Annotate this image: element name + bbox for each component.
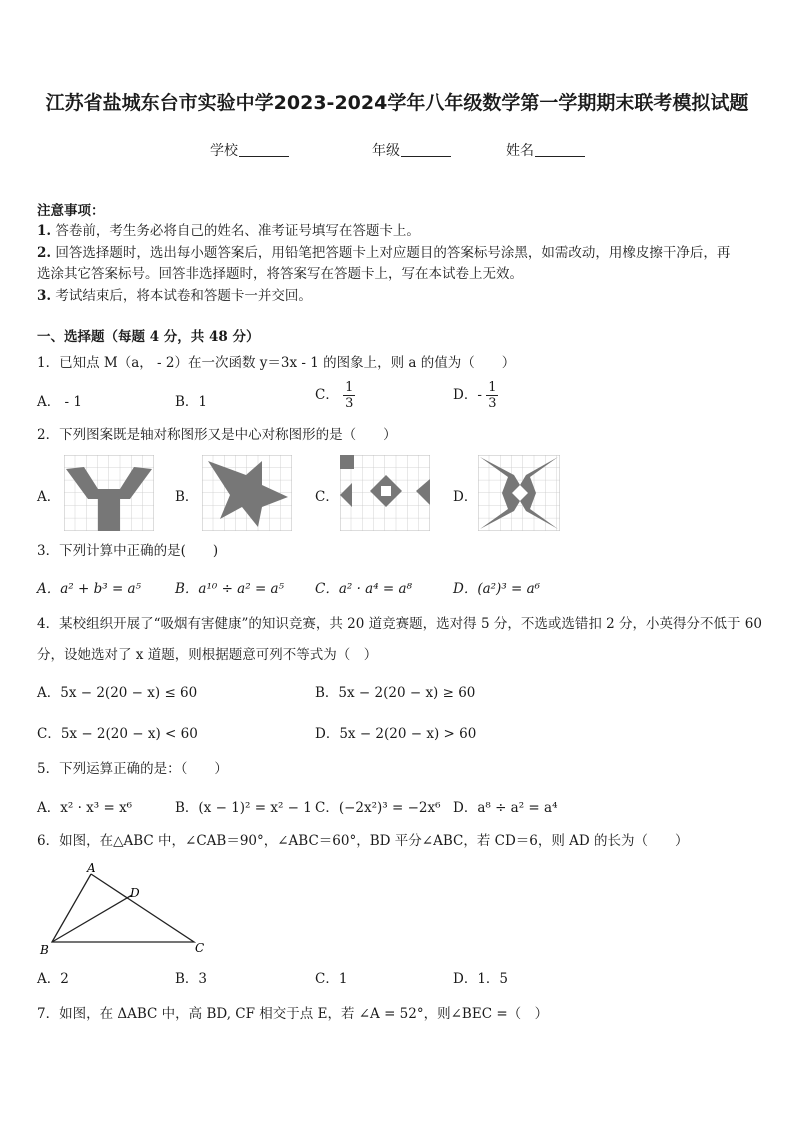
notice-text: 回答选择题时，选出每小题答案后，用铅笔把答题卡上对应题目的答案标号涂黑，如需改动，用橡皮擦干净后，再: [55, 245, 731, 261]
pattern-b-figure: [202, 455, 292, 531]
q1-option-c: [315, 380, 355, 411]
q2-option-d: D．: [453, 489, 478, 505]
pattern-d-figure: [478, 455, 560, 531]
q4-option-b: B．5x − 2(20 − x) ≥ 60: [315, 685, 476, 701]
pattern-a-figure: [64, 455, 154, 531]
q2-option-c: C．: [315, 489, 339, 505]
grade-field: [372, 140, 451, 160]
q4-option-d: D．5x − 2(20 − x) > 60: [315, 726, 477, 742]
q3-stem: 3．下列计算中正确的是( ): [37, 543, 219, 559]
q1-option-d: [453, 380, 498, 411]
vertex-label-d: D: [130, 886, 140, 900]
notice-num: 1.: [37, 223, 52, 239]
q5-stem: 5．下列运算正确的是：（ ）: [37, 761, 228, 777]
q2-stem: 2．下列图案既是轴对称图形又是中心对称图形的是（ ）: [37, 427, 397, 443]
q5-option-d: D．a⁸ ÷ a² = a⁴: [453, 800, 558, 816]
q3-option-a: A．a² + b³ = a⁵: [37, 581, 142, 597]
q4-stem-line2: 分，设她选对了 x 道题，则根据题意可列不等式为（ ）: [37, 647, 378, 663]
notice-item: [37, 263, 523, 285]
q4-stem-line1: 4．某校组织开展了“吸烟有害健康”的知识竞赛，共 20 道竞赛题，选对得 5 分，不选或选错扣 2 分，小英得分不低于 60: [37, 616, 762, 632]
vertex-label-c: C: [195, 941, 205, 955]
q4-option-a: A．5x − 2(20 − x) ≤ 60: [37, 685, 198, 701]
section-heading: 一、选择题（每题 4 分，共 48 分）: [37, 329, 260, 345]
notice-text: 选涂其它答案标号。回答非选择题时，将答案写在答题卡上，写在本试卷上无效。: [37, 266, 523, 282]
q6-option-a: A．2: [37, 971, 69, 987]
notice-text: 考试结束后，将本试卷和答题卡一并交回。: [55, 288, 312, 304]
name-blank: [535, 142, 585, 157]
school-blank: [239, 142, 289, 157]
fraction: $\frac{1}{3}$: [488, 380, 497, 411]
triangle-figure: [36, 860, 216, 958]
name-label: 姓名: [506, 143, 534, 159]
q2-option-a: A．: [37, 489, 61, 505]
notice-num: 2.: [37, 245, 52, 261]
fraction: $\frac{1}{3}$: [345, 380, 354, 411]
q4-option-c: C．5x − 2(20 − x) < 60: [37, 726, 198, 742]
notice-heading: 注意事项：: [37, 203, 105, 219]
vertex-label-a: A: [87, 861, 96, 875]
school-label: 学校: [210, 143, 238, 159]
q5-option-c: C．(−2x²)³ = −2x⁶: [315, 800, 441, 816]
q6-option-d: D．1．5: [453, 971, 509, 987]
q1-option-b: B．1: [175, 394, 208, 410]
grade-label: 年级: [372, 143, 400, 159]
grade-blank: [401, 142, 451, 157]
notice-item: [37, 242, 730, 264]
q3-option-b: B．a¹⁰ ÷ a² = a⁵: [175, 581, 285, 597]
q6-option-c: C．1: [315, 971, 348, 987]
option-label: C．: [315, 387, 339, 403]
q6-option-b: B．3: [175, 971, 208, 987]
q5-option-a: A．x² · x³ = x⁶: [37, 800, 133, 816]
pattern-c-figure: [340, 455, 430, 531]
q3-option-c: C．a² · a⁴ = a⁸: [315, 581, 412, 597]
vertex-label-b: B: [40, 943, 49, 957]
q7-stem: 7．如图，在 ΔABC 中，高 BD, CF 相交于点 E，若 ∠A = 52°，则∠BEC =（ ）: [37, 1006, 549, 1022]
notice-text: 答卷前，考生务必将自己的姓名、准考证号填写在答题卡上。: [55, 223, 420, 239]
q6-stem: 6．如图，在△ABC 中，∠CAB＝90°，∠ABC＝60°，BD 平分∠ABC，若 CD＝6，则 AD 的长为（ ）: [37, 833, 689, 849]
notice-num: 3.: [37, 288, 52, 304]
q1-option-a: A． - 1: [37, 394, 82, 410]
notice-item: [37, 220, 420, 242]
option-label: D．-: [453, 387, 482, 403]
q2-option-b: B．: [175, 489, 199, 505]
q3-option-d: D．(a²)³ = a⁶: [453, 581, 541, 597]
notice-item: [37, 285, 312, 307]
q5-option-b: B．(x − 1)² = x² − 1: [175, 800, 312, 816]
page-title: 江苏省盐城东台市实验中学2023-2024学年八年级数学第一学期期末联考模拟试题: [45, 92, 749, 114]
name-field: [506, 140, 585, 160]
q1-stem: 1．已知点 M（a， - 2）在一次函数 y＝3x - 1 的图象上，则 a 的值为（ ）: [37, 355, 516, 371]
school-field: [210, 140, 289, 160]
